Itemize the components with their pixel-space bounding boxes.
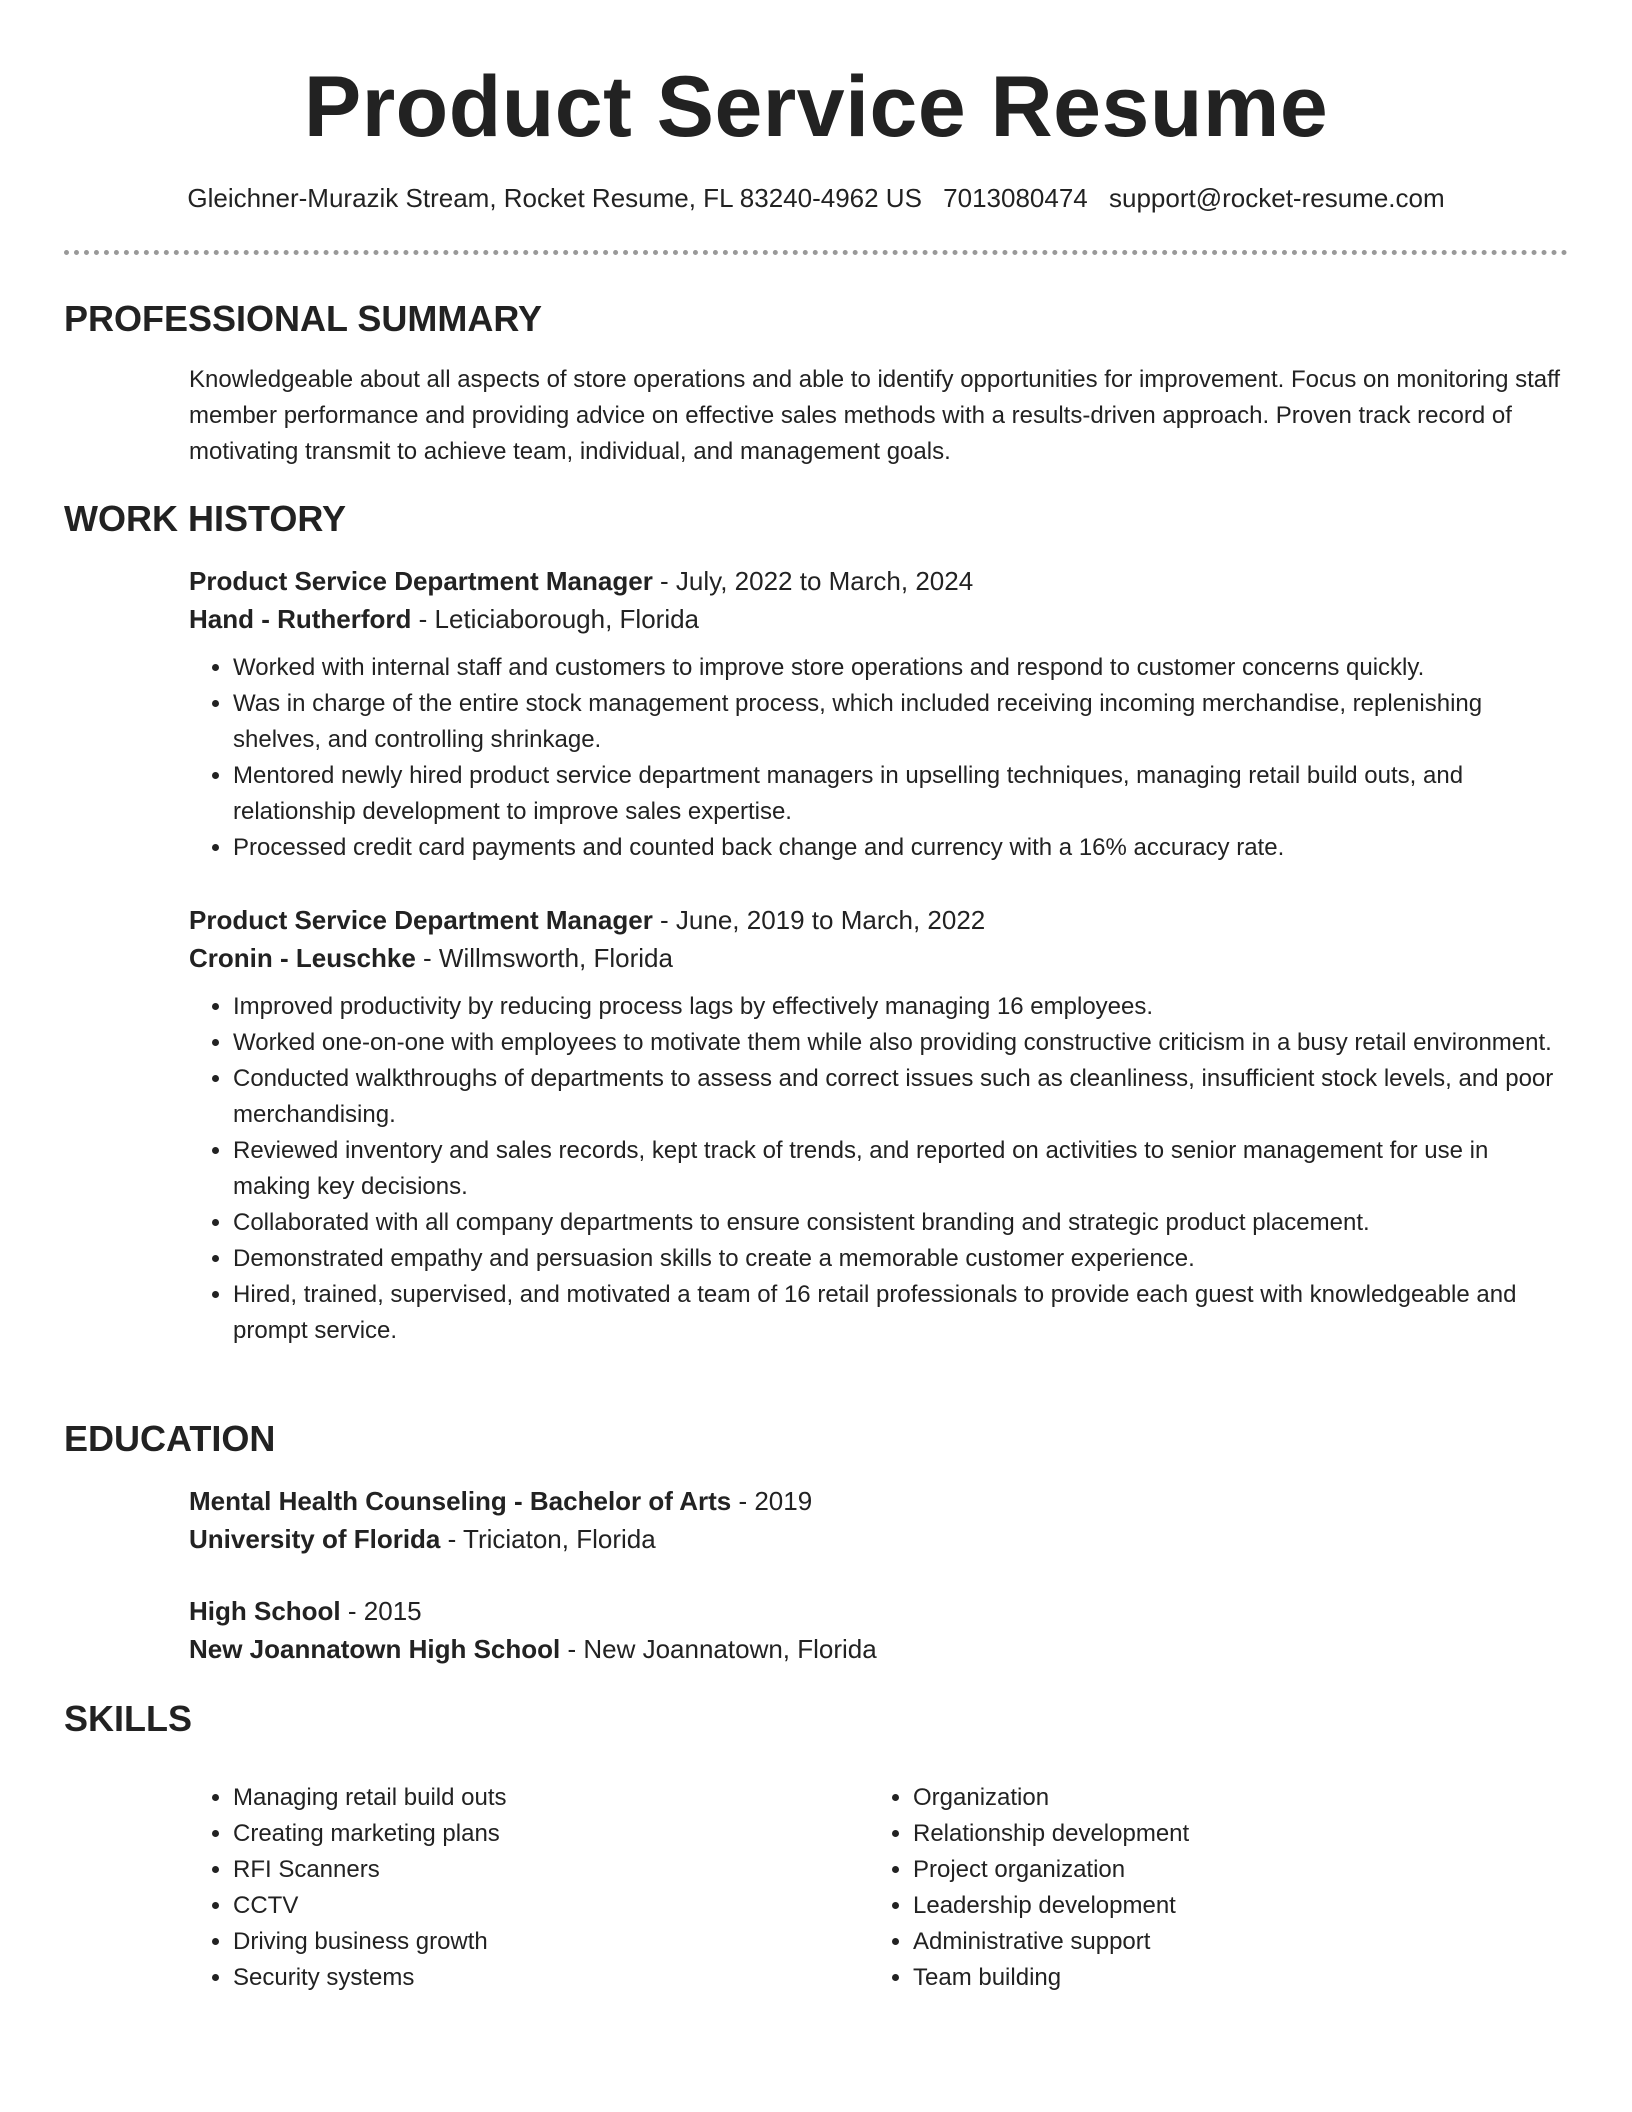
job-title-line — [189, 901, 1569, 939]
degree-line — [189, 1592, 1569, 1630]
skill-item: • Managing retail build outs — [233, 1780, 869, 1816]
contact-email: support@rocket-resume.com — [1109, 183, 1445, 213]
work-history-heading: WORK HISTORY — [64, 498, 347, 539]
skills-list — [189, 1780, 869, 1996]
degree-name: Mental Health Counseling - Bachelor of Arts — [189, 1486, 732, 1516]
job-bullet: • Improved productivity by reducing process lags by effectively managing 16 employees. — [233, 989, 1569, 1025]
skill-item: • Administrative support — [913, 1924, 1549, 1960]
education-entry — [189, 1592, 1569, 1668]
job-bullet: • Processed credit card payments and counted back change and currency with a 16% accuracy rate. — [233, 830, 1569, 866]
skills-column-left — [189, 1780, 869, 1996]
job-bullet: • Hired, trained, supervised, and motivated a team of 16 retail professionals to provide each guest with knowledgeable and prompt service. — [233, 1277, 1569, 1349]
skill-item: • Project organization — [913, 1852, 1549, 1888]
job-dates: - June, 2019 to March, 2022 — [652, 905, 986, 935]
resume-title: Product Service Resume — [303, 59, 1329, 155]
contact-address: Gleichner-Murazik Stream, Rocket Resume, FL 83240-4962 US — [187, 183, 922, 213]
skill-item: • RFI Scanners — [233, 1852, 869, 1888]
job-bullet: • Was in charge of the entire stock management process, which included receiving incoming merchandise, replenishing shelves, and controlling shrinkage. — [233, 686, 1569, 758]
job-company-line — [189, 939, 1569, 977]
skills-grid — [189, 1780, 1569, 1996]
job-bullets — [189, 989, 1569, 1349]
contact-phone: 7013080474 — [943, 183, 1088, 213]
job-entry — [189, 562, 1569, 866]
job-bullets — [189, 650, 1569, 866]
job-role: Product Service Department Manager — [189, 905, 653, 935]
skill-item: • Creating marketing plans — [233, 1816, 869, 1852]
skill-item: • Team building — [913, 1960, 1549, 1996]
skill-item: • Organization — [913, 1780, 1549, 1816]
job-bullet: • Worked with internal staff and customers to improve store operations and respond to customer concerns quickly. — [233, 650, 1569, 686]
job-bullet: • Reviewed inventory and sales records, kept track of trends, and reported on activities to senior management for use in making key decisions. — [233, 1133, 1569, 1205]
school-location: - Triciaton, Florida — [440, 1524, 656, 1554]
job-bullet: • Mentored newly hired product service department managers in upselling techniques, managing retail build outs, and relationship development to improve sales expertise. — [233, 758, 1569, 830]
job-dates: - July, 2022 to March, 2024 — [652, 566, 974, 596]
skills-column-right — [869, 1780, 1549, 1996]
school-line — [189, 1520, 1569, 1558]
job-bullet: • Conducted walkthroughs of departments to assess and correct issues such as cleanliness, insufficient stock levels, and poor merchandising. — [233, 1061, 1569, 1133]
job-entry — [189, 901, 1569, 1349]
job-company-line — [189, 600, 1569, 638]
degree-name: High School — [189, 1596, 341, 1626]
job-bullet: • Collaborated with all company departments to ensure consistent branding and strategic product placement. — [233, 1205, 1569, 1241]
job-role: Product Service Department Manager — [189, 566, 653, 596]
degree-line — [189, 1482, 1569, 1520]
job-title-line — [189, 562, 1569, 600]
job-company: Hand - Rutherford — [189, 604, 412, 634]
school-name: New Joannatown High School — [189, 1634, 561, 1664]
school-name: University of Florida — [189, 1524, 441, 1554]
education-heading: EDUCATION — [64, 1418, 276, 1459]
skill-item: • CCTV — [233, 1888, 869, 1924]
summary-text: Knowledgeable about all aspects of store operations and able to identify opportunities for improvement. Focus on monitoring staff member performance and providing advice on effective sales methods with a results-driven approach. Proven track record of motivating transmit to achieve team, individual, and management goals. — [189, 366, 1561, 465]
summary-heading: PROFESSIONAL SUMMARY — [64, 298, 543, 339]
skill-item: • Leadership development — [913, 1888, 1549, 1924]
job-company: Cronin - Leuschke — [189, 943, 416, 973]
job-location: - Willmsworth, Florida — [415, 943, 673, 973]
summary-block — [189, 362, 1569, 470]
job-location: - Leticiaborough, Florida — [411, 604, 700, 634]
skills-list — [869, 1780, 1549, 1996]
header-divider — [64, 250, 1568, 255]
skill-item: • Relationship development — [913, 1816, 1549, 1852]
school-line — [189, 1630, 1569, 1668]
degree-year: - 2019 — [731, 1486, 813, 1516]
skills-heading: SKILLS — [64, 1698, 193, 1739]
job-bullet: • Worked one-on-one with employees to motivate them while also providing constructive criticism in a busy retail environment. — [233, 1025, 1569, 1061]
contact-line — [0, 180, 1632, 216]
degree-year: - 2015 — [340, 1596, 422, 1626]
skill-item: • Security systems — [233, 1960, 869, 1996]
education-entry — [189, 1482, 1569, 1558]
school-location: - New Joannatown, Florida — [560, 1634, 877, 1664]
skill-item: • Driving business growth — [233, 1924, 869, 1960]
job-bullet: • Demonstrated empathy and persuasion skills to create a memorable customer experience. — [233, 1241, 1569, 1277]
